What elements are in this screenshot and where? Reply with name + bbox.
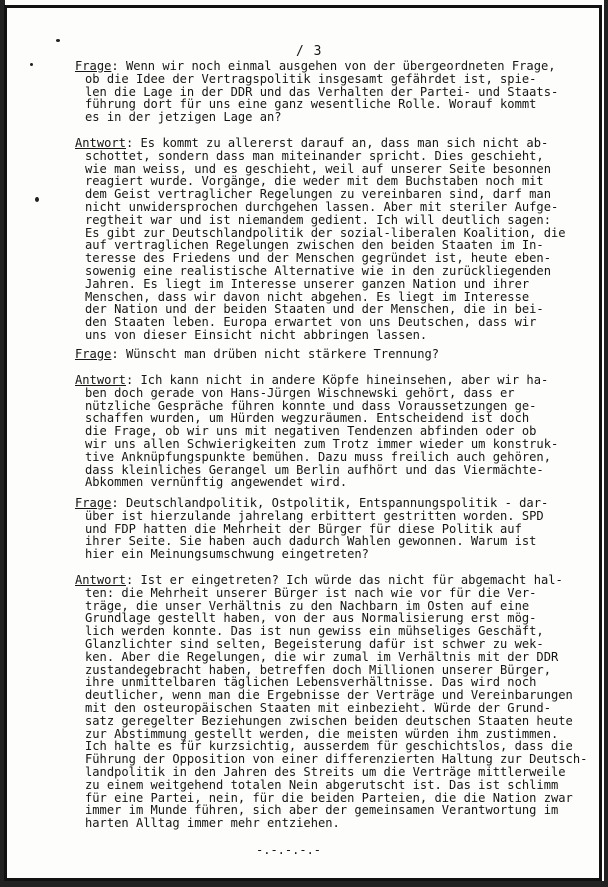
line-text: ihre unmittelbaren täglichen Lebensverhältnisse. Das wird noch [85, 675, 537, 690]
line-text: wir uns allen Schwierigkeiten zum Trotz immer wieder um konstruk- [85, 436, 559, 451]
line-text: führung dort für uns eine ganz wesentliche Rolle. Worauf kommt [85, 97, 537, 112]
line-text: deutlicher, wenn man die Ergebnisse der Verträge und Vereinbarungen [85, 688, 573, 703]
speaker-label: Antwort [75, 573, 126, 587]
line-text: immer im Munde führen, sich aber der gemeinsamen Verantwortung im [85, 803, 559, 818]
answer-block [75, 573, 588, 831]
line-text: sowenig eine realistische Alternative wie in den zurückliegenden [85, 263, 551, 278]
line-text: Wenn wir noch einmal ausgehen von der übergeordneten Frage, [125, 59, 556, 73]
line-text: Abkommen vernünftig angewendet wird. [85, 475, 348, 490]
line-text: schaffen wurden, um Hürden wegzuräumen. Entscheidend ist doch [85, 411, 530, 426]
line-text: len die Lage in der DDR und das Verhalten der Partei- und Staats- [85, 84, 559, 99]
speaker-label: Antwort [75, 136, 126, 150]
line-text: Deutschlandpolitik, Ostpolitik, Entspannungspolitik - dar- [125, 496, 549, 510]
answer-block [75, 137, 580, 342]
line-text: uns von dieser Einsicht nicht abbringen lassen. [85, 327, 428, 342]
line-text: landpolitik in den Jahren des Streits um die Verträge mittlerweile [85, 764, 566, 779]
text-line: Antwort: Es kommt zu allererst darauf an, dass man sich nicht ab- [75, 136, 549, 150]
line-text: wie man weiss, und es geschieht, weil auf unserer Seite besonnen [85, 161, 551, 176]
scan-edge-bottom [0, 881, 608, 887]
speaker-label: Antwort [75, 373, 126, 387]
line-text: Es kommt zu allererst darauf an, dass man sich nicht ab- [140, 136, 549, 150]
speaker-label: Frage [75, 347, 112, 361]
line-text: Jahren. Es liegt im Interesse unserer ganzen Nation und ihrer [85, 276, 530, 291]
line-text: zu einem weitgehend totalen Nein abgerutscht ist. Das ist schlimm [85, 777, 559, 792]
answer-block [75, 374, 580, 489]
line-text: harten Alltag immer mehr entziehen. [85, 816, 340, 831]
text-line [75, 817, 580, 830]
line-text: Glanzlichter sind selten, Begeisterung dafür ist schwer zu wek- [85, 636, 544, 651]
page-number: / 3 [296, 44, 323, 59]
line-text: Grundlage gestellt haben, von der aus Normalisierung erst mög- [85, 611, 537, 626]
line-text: dass kleinliches Gerangel um Berlin aufhört und das Viermächte- [85, 462, 544, 477]
line-text: es in der jetzigen Lage an? [85, 110, 282, 125]
question-block [75, 348, 580, 361]
line-text: Ist er eingetreten? Ich würde das nicht für abgemacht hal- [140, 573, 563, 587]
line-text: ken. Aber die Regelungen, die wir zumal im Verhältnis mit der DDR [85, 649, 559, 664]
line-text: regtheit war und ist niemandem gedient. Ich will deutlich sagen: [85, 212, 551, 227]
line-text: Menschen, dass wir davon nicht abgehen. Es liegt im Interesse [85, 289, 530, 304]
line-text: ihrer Seite. Sie haben auch dadurch Wahlen gewonnen. Warum ist [85, 534, 537, 549]
line-text: satz geregelter Beziehungen zwischen beiden deutschen Staaten heute [85, 713, 573, 728]
line-text: lich werden konnte. Das ist nun gewiss ein mühseliges Geschäft, [85, 624, 544, 639]
text-line: Antwort: Ist er eingetreten? Ich würde das nicht für abgemacht hal- [75, 573, 563, 587]
scan-speck [35, 197, 39, 202]
text-line: Frage: Wenn wir noch einmal ausgehen von der übergeordneten Frage, [75, 59, 556, 73]
speaker-label: Frage [75, 59, 112, 73]
line-text: und FDP hatten die Mehrheit der Bürger für diese Politik auf [85, 521, 522, 536]
text-line: Frage: Wünscht man drüben nicht stärkere Trennung? [75, 347, 440, 361]
line-text: für eine Partei, nein, für die beiden Parteien, die die Nation zwar [85, 790, 573, 805]
line-text: Wünscht man drüben nicht stärkere Trennung? [125, 347, 440, 361]
line-text: zur Abstimmung gestellt werden, die meisten würden ihm zustimmen. [85, 726, 559, 741]
line-text: über ist hierzulande jahrelang erbittert gestritten worden. SPD [85, 508, 544, 523]
text-line [75, 476, 580, 489]
speaker-label: Frage [75, 496, 112, 510]
scan-edge-right [604, 0, 608, 887]
line-text: hier ein Meinungsumschwung eingetreten? [85, 547, 369, 562]
line-text: tive Anknüpfungspunkte bemühen. Dazu muss freilich auch gehören, [85, 449, 551, 464]
line-text: ob die Idee der Vertragspolitik insgesamt gefährdet ist, spie- [85, 71, 537, 86]
text-line [75, 548, 580, 561]
text-line: Antwort: Ich kann nicht in andere Köpfe hineinsehen, aber wir ha- [75, 373, 549, 387]
line-text: den Staaten leben. Europa erwartet von uns Deutschen, dass wir [85, 315, 537, 330]
text-line [75, 111, 580, 124]
text-line: Frage: Deutschlandpolitik, Ostpolitik, Entspannungspolitik - dar- [75, 496, 549, 510]
question-block [75, 60, 580, 124]
line-text: ben doch gerade von Hans-Jürgen Wischnewski gehört, dass er [85, 385, 515, 400]
line-text: die Frage, ob wir uns mit negativen Tendenzen abfinden oder ob [85, 424, 537, 439]
line-text: zustandegebracht haben, betreffen doch Millionen unserer Bürger, [85, 662, 551, 677]
line-text: reagiert wurde. Vorgänge, die weder mit dem Buchstaben noch mit [85, 174, 544, 189]
line-text: träge, die unser Verhältnis zu den Nachbarn im Osten auf eine [85, 598, 530, 613]
text-line [75, 329, 580, 342]
line-text: Es gibt zur Deutschlandpolitik der sozial-liberalen Koalition, die [85, 225, 566, 240]
line-text: auf vertraglichen Regelungen zwischen den beiden Staaten im In- [85, 238, 544, 253]
line-text: der Nation und der beiden Staaten und der Menschen, die in bei- [85, 302, 544, 317]
line-text: teresse des Friedens und der Menschen gegründet ist, heute eben- [85, 251, 551, 266]
line-text: ten: die Mehrheit unserer Bürger ist nach wie vor für die Ver- [85, 585, 537, 600]
line-text: nicht unwidersprochen durchgehen lassen. Aber mit steriler Aufge- [85, 199, 559, 214]
line-text: Ich halte es für kurzsichtig, ausserdem für geschichtslos, dass die [85, 739, 573, 754]
line-text: nützliche Gespräche führen konnte und dass Voraussetzungen ge- [85, 398, 537, 413]
line-text: Ich kann nicht in andere Köpfe hineinsehen, aber wir ha- [140, 373, 549, 387]
scan-speck [56, 39, 60, 42]
line-text: dem Geist vertraglicher Regelungen zu vereinbaren sind, darf man [85, 187, 551, 202]
line-text: Führung der Opposition von einer differenzierten Haltung zur Deutsch- [85, 752, 588, 767]
scan-speck [30, 63, 33, 66]
line-text: schottet, sondern dass man miteinander spricht. Dies geschieht, [85, 148, 544, 163]
question-block [75, 497, 580, 561]
page-footer: -.-.-.-.- [256, 843, 322, 857]
line-text: mit den osteuropäischen Staaten mit einbezieht. Würde der Grund- [85, 700, 551, 715]
